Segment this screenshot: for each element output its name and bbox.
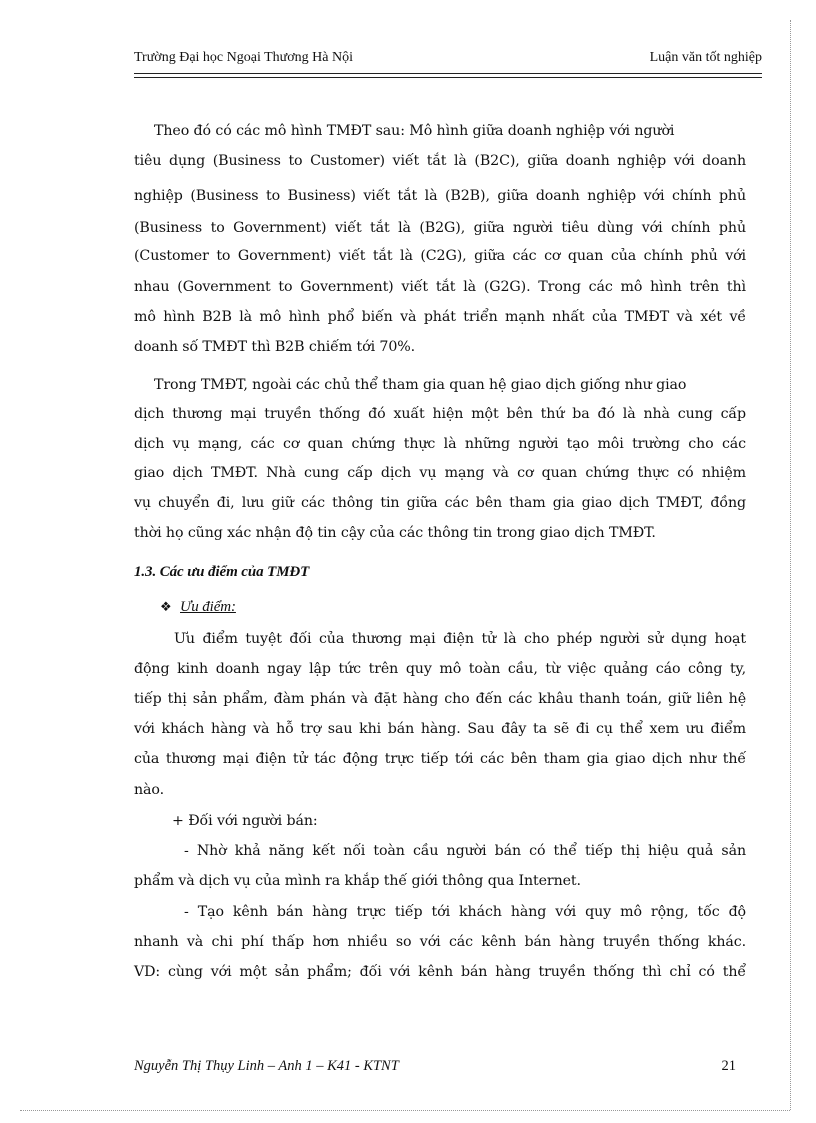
page-border-bottom — [20, 1110, 790, 1111]
text-line: dịch vụ mạng, các cơ quan chứng thực là những người tạo môi trường cho các — [134, 436, 746, 452]
text-line: (Customer to Government) viết tắt là (C2G), giữa các cơ quan của chính phủ với — [134, 248, 746, 264]
text-line: tiêu dụng (Business to Customer) viết tắt là (B2C), giữa doanh nghiệp với doanh — [134, 153, 746, 169]
page-header — [134, 50, 762, 72]
text-line: giao dịch TMĐT. Nhà cung cấp dịch vụ mạng và cơ quan chứng thực có nhiệm — [134, 465, 746, 481]
text-line: mô hình B2B là mô hình phổ biến và phát triển mạnh nhất của TMĐT và xét về — [134, 309, 746, 325]
text-line: tiếp thị sản phẩm, đàm phán và đặt hàng cho đến các khâu thanh toán, giữ liên hệ — [134, 691, 746, 707]
header-rule-top — [134, 73, 762, 74]
footer-author: Nguyễn Thị Thụy Linh – Anh 1 – K41 - KTNT — [134, 1058, 399, 1074]
text-line: + Đối với người bán: — [172, 813, 318, 829]
text-line: doanh số TMĐT thì B2B chiếm tới 70%. — [134, 339, 416, 355]
text-line: - Nhờ khả năng kết nối toàn cầu người bán có thể tiếp thị hiệu quả sản — [184, 843, 746, 859]
subheading-label: Ưu điểm: — [180, 599, 236, 615]
text-line: động kinh doanh ngay lập tức trên quy mô toàn cầu, từ việc quảng cáo công ty, — [134, 661, 746, 677]
header-rule-bottom — [134, 77, 762, 78]
text-line: của thương mại điện tử tác động trực tiếp tới các bên tham gia giao dịch như thế — [134, 751, 746, 767]
text-line: phẩm và dịch vụ của mình ra khắp thế giới thông qua Internet. — [134, 873, 581, 889]
text-line: Trong TMĐT, ngoài các chủ thể tham gia quan hệ giao dịch giống như giao — [154, 377, 687, 393]
header-school: Trường Đại học Ngoại Thương Hà Nội — [134, 50, 353, 65]
header-doc-type: Luận văn tốt nghiệp — [649, 50, 762, 65]
diamond-bullet-icon: ❖ — [160, 600, 172, 615]
text-line: nhanh và chi phí thấp hơn nhiều so với các kênh bán hàng truyền thống khác. — [134, 934, 746, 950]
text-line: - Tạo kênh bán hàng trực tiếp tới khách hàng với quy mô rộng, tốc độ — [184, 904, 746, 920]
page-border-right — [790, 20, 791, 1110]
text-line: vụ chuyển đi, lưu giữ các thông tin giữa các bên tham gia giao dịch TMĐT, đồng — [134, 495, 746, 511]
text-line: nào. — [134, 782, 164, 798]
text-line: nghiệp (Business to Business) viết tắt là (B2B), giữa doanh nghiệp với chính phủ — [134, 188, 746, 204]
subheading-advantages — [160, 596, 236, 618]
section-heading: 1.3. Các ưu điểm của TMĐT — [134, 564, 310, 580]
page-number: 21 — [721, 1058, 736, 1074]
text-line: Ưu điểm tuyệt đối của thương mại điện tử là cho phép người sử dụng hoạt — [174, 631, 746, 647]
text-line: thời họ cũng xác nhận độ tin cậy của các thông tin trong giao dịch TMĐT. — [134, 525, 656, 541]
text-line: VD: cùng với một sản phẩm; đối với kênh bán hàng truyền thống thì chỉ có thể — [134, 964, 746, 980]
text-line: dịch thương mại truyền thống đó xuất hiện một bên thứ ba đó là nhà cung cấp — [134, 406, 746, 422]
text-line: (Business to Government) viết tắt là (B2G), giữa người tiêu dùng với chính phủ — [134, 220, 746, 236]
text-line: với khách hàng và hỗ trợ sau khi bán hàng. Sau đây ta sẽ đi cụ thể xem ưu điểm — [134, 721, 746, 737]
text-line: nhau (Government to Government) viết tắt là (G2G). Trong các mô hình trên thì — [134, 279, 746, 295]
text-line: Theo đó có các mô hình TMĐT sau: Mô hình giữa doanh nghiệp với người — [154, 123, 675, 139]
